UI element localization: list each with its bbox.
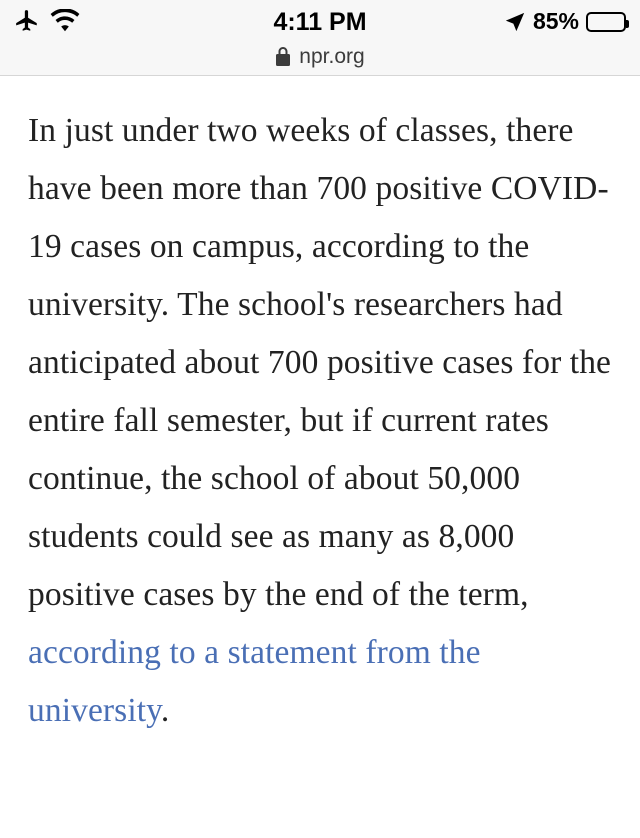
battery-percentage: 85% <box>532 8 579 34</box>
paragraph-text-lead: In just under two weeks of classes, there have been more than 700 positive COVID-19 cases on campus, according to the university. The school's researchers had anticipated about 700 positive cases for the entire fall semester, but if current rates continue, the school of about 50,000 students could see as many as 8,000 positive cases by the end of the term, <box>28 112 612 613</box>
article-paragraph <box>28 102 612 740</box>
browser-chrome <box>0 0 640 76</box>
status-bar-clock: 4:11 PM <box>273 8 367 36</box>
status-bar-right <box>504 8 626 35</box>
url-domain-text: npr.org <box>299 45 365 68</box>
lock-icon <box>275 47 291 67</box>
article-content <box>0 76 640 740</box>
location-arrow-icon <box>504 11 526 33</box>
status-bar <box>0 0 640 42</box>
url-bar[interactable] <box>0 45 640 69</box>
statement-source-link[interactable]: according to a statement from the university <box>28 634 481 729</box>
battery-icon <box>586 12 626 32</box>
paragraph-text-tail: . <box>160 692 170 729</box>
